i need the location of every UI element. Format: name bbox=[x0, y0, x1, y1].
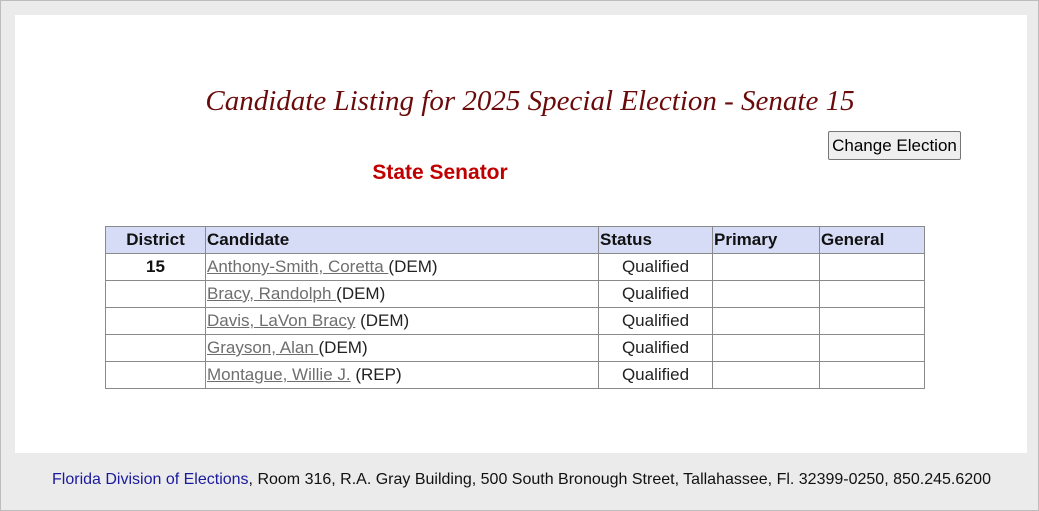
district-cell bbox=[106, 362, 206, 389]
footer bbox=[0, 471, 1039, 489]
candidate-cell bbox=[206, 281, 599, 308]
candidate-cell bbox=[206, 362, 599, 389]
status-cell: Qualified bbox=[599, 335, 713, 362]
candidate-cell bbox=[206, 335, 599, 362]
table-row bbox=[106, 308, 925, 335]
status-cell: Qualified bbox=[599, 254, 713, 281]
general-cell bbox=[820, 362, 925, 389]
general-cell bbox=[820, 308, 925, 335]
district-cell bbox=[106, 335, 206, 362]
content-panel bbox=[15, 15, 1027, 453]
candidate-link[interactable]: Davis, LaVon Bracy bbox=[207, 311, 356, 330]
column-header-district: District bbox=[106, 227, 206, 254]
office-title: State Senator bbox=[372, 161, 508, 184]
status-cell: Qualified bbox=[599, 308, 713, 335]
primary-cell bbox=[713, 335, 820, 362]
table-row bbox=[106, 254, 925, 281]
general-cell bbox=[820, 281, 925, 308]
primary-cell bbox=[713, 308, 820, 335]
general-cell bbox=[820, 335, 925, 362]
party-label: (DEM) bbox=[336, 284, 386, 303]
column-header-primary: Primary bbox=[713, 227, 820, 254]
party-label: (REP) bbox=[355, 365, 402, 384]
footer-org-link[interactable]: Florida Division of Elections bbox=[52, 471, 249, 488]
page-title: Candidate Listing for 2025 Special Election - Senate 15 bbox=[205, 85, 855, 117]
primary-cell bbox=[713, 254, 820, 281]
party-label: (DEM) bbox=[360, 311, 410, 330]
candidate-link[interactable]: Anthony-Smith, Coretta bbox=[207, 257, 389, 276]
district-cell bbox=[106, 281, 206, 308]
district-cell bbox=[106, 308, 206, 335]
table-row bbox=[106, 281, 925, 308]
district-cell: 15 bbox=[106, 254, 206, 281]
change-election-button[interactable]: Change Election bbox=[828, 131, 961, 160]
table-row bbox=[106, 362, 925, 389]
candidate-cell bbox=[206, 254, 599, 281]
table-header-row bbox=[106, 227, 925, 254]
column-header-status: Status bbox=[599, 227, 713, 254]
candidate-link[interactable]: Bracy, Randolph bbox=[207, 284, 337, 303]
table-row bbox=[106, 335, 925, 362]
column-header-general: General bbox=[820, 227, 925, 254]
candidate-link[interactable]: Montague, Willie J. bbox=[207, 365, 351, 384]
primary-cell bbox=[713, 281, 820, 308]
candidate-cell bbox=[206, 308, 599, 335]
status-cell: Qualified bbox=[599, 362, 713, 389]
candidate-table bbox=[105, 226, 925, 389]
party-label: (DEM) bbox=[318, 338, 368, 357]
candidate-link[interactable]: Grayson, Alan bbox=[207, 338, 319, 357]
general-cell bbox=[820, 254, 925, 281]
footer-address: , Room 316, R.A. Gray Building, 500 South Bronough Street, Tallahassee, Fl. 32399-0250, 850.245.6200 bbox=[248, 471, 991, 488]
primary-cell bbox=[713, 362, 820, 389]
column-header-candidate: Candidate bbox=[206, 227, 599, 254]
status-cell: Qualified bbox=[599, 281, 713, 308]
party-label: (DEM) bbox=[388, 257, 438, 276]
